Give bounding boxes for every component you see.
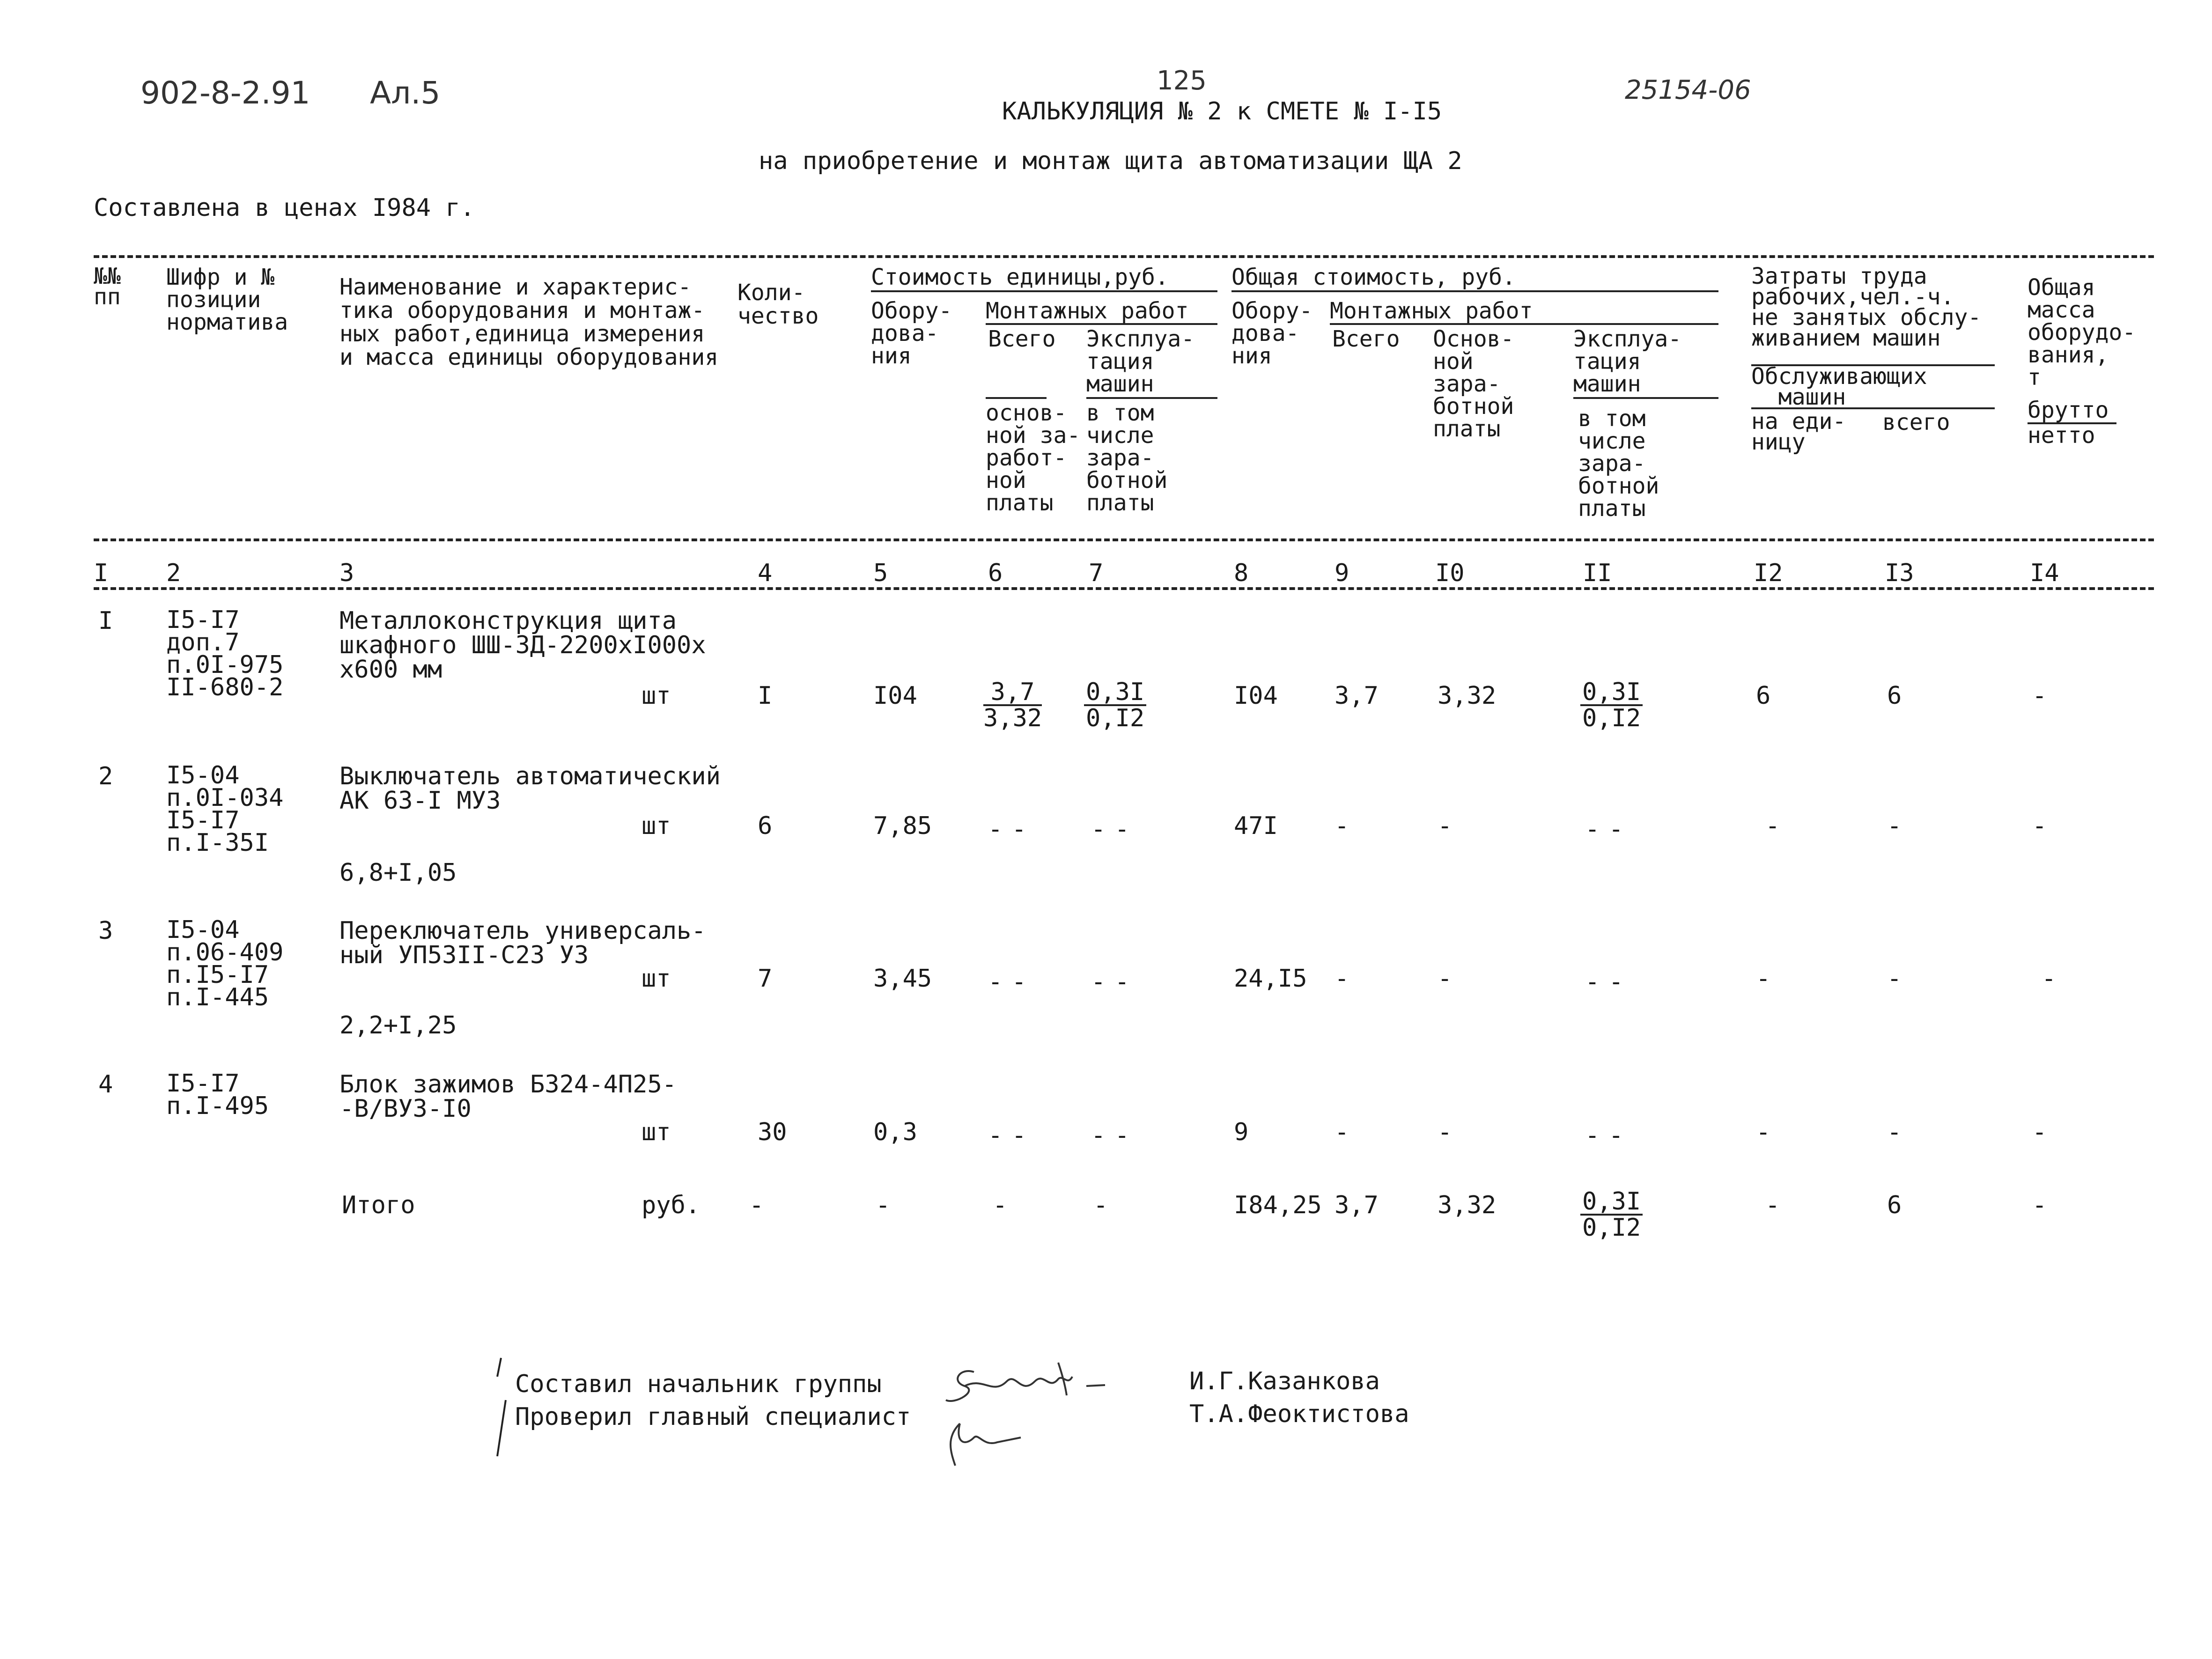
col-number: II <box>1583 559 1612 587</box>
row-1-number: I <box>98 607 113 635</box>
total-cost-underline <box>1231 290 1718 292</box>
col-number: 7 <box>1089 559 1104 587</box>
row-1-total-expl-total: 0,3I <box>1580 680 1643 706</box>
total-expl-total: 0,3I <box>1580 1189 1643 1216</box>
row-2-description: Выключатель автоматический АК 63-I МУЗ <box>339 762 721 815</box>
total-exploitation-underline <box>1573 397 1718 399</box>
compiled-by-name: И.Г.Казанкова <box>1189 1367 1380 1395</box>
header-unit-total: Всего <box>988 326 1056 352</box>
row-2-total-exploitation-empty: - - <box>1585 815 1621 843</box>
row-4-total-equipment: 9 <box>1234 1118 1249 1146</box>
unit-cost-underline <box>871 290 1217 292</box>
total-mass: - <box>2032 1191 2047 1219</box>
row-3-unit-exploitation-empty: - - <box>1091 968 1127 996</box>
col-number: 8 <box>1234 559 1249 587</box>
compiled-by-role: Составил начальник группы <box>515 1370 882 1398</box>
col-number: 6 <box>988 559 1003 587</box>
unit-exploitation-underline <box>1086 397 1217 399</box>
header-total-exploitation: Эксплуа- тация машин <box>1573 326 1682 397</box>
total-label: Итого <box>342 1191 415 1219</box>
row-3-number: 3 <box>98 917 113 945</box>
row-3-description: Переключатель универсаль- ный УП53II-С23 УЗ <box>339 917 706 969</box>
total-unit: руб. <box>641 1191 700 1219</box>
col-number: 5 <box>873 559 888 587</box>
row-1-quantity: I <box>758 682 773 710</box>
row-2-unit: шт <box>641 812 671 840</box>
row-4-labor-per-unit: - <box>1756 1118 1771 1146</box>
header-total-base-salary: Основ- ной зара- ботной платы <box>1433 326 1514 442</box>
document-subtitle: на приобретение и монтаж щита автоматизации ЩА 2 <box>759 147 1462 175</box>
row-1-total-expl-salary: 0,I2 <box>1582 704 1641 732</box>
total-labor-total: 6 <box>1887 1191 1902 1219</box>
row-4-norm-code: I5-I7 п.I-495 <box>166 1069 269 1120</box>
row-1-norm-code: I5-I7 доп.7 п.0I-975 II-680-2 <box>166 606 284 701</box>
row-2-mass: - <box>2032 812 2047 840</box>
row-4-labor-total: - <box>1887 1118 1902 1146</box>
album-number: Ал.5 <box>370 75 441 111</box>
col-number: 2 <box>166 559 181 587</box>
row-1-unit-mount-total: 3,7 <box>983 680 1042 706</box>
row-2-quantity: 6 <box>758 812 773 840</box>
row-1-mass: - <box>2032 682 2047 710</box>
row-2-unit-exploitation-empty: - - <box>1091 815 1127 843</box>
header-total-equipment: Обору- дова- ния <box>1231 298 1313 369</box>
row-1-unit: шт <box>641 682 671 710</box>
total-labor-per-unit: - <box>1765 1191 1780 1219</box>
total-expl-salary: 0,I2 <box>1582 1214 1641 1242</box>
header-labor-per-unit: на еди- ницу <box>1751 408 1846 455</box>
document-code: 902-8-2.91 <box>140 75 310 111</box>
checked-by-name: Т.А.Феоктистова <box>1189 1400 1409 1428</box>
header-mass: Общая масса оборудо- вания, т <box>2028 274 2136 391</box>
row-3-unit: шт <box>641 965 671 993</box>
row-2-unit-mass: 6,8+I,05 <box>339 859 457 887</box>
unit-total-underline <box>986 397 1047 399</box>
row-2-norm-code: I5-04 п.0I-034 I5-I7 п.I-35I <box>166 761 284 857</box>
row-4-total-mounting: - <box>1335 1118 1349 1146</box>
row-3-total-exploitation-empty: - - <box>1585 968 1621 996</box>
row-3-total-equipment: 24,I5 <box>1234 965 1307 993</box>
header-unit-equipment: Обору- дова- ния <box>871 298 952 369</box>
row-3-labor-per-unit: - <box>1756 965 1771 993</box>
total-equipment: I84,25 <box>1234 1191 1322 1219</box>
row-1-labor-total: 6 <box>1887 682 1902 710</box>
row-4-unit-exploitation-empty: - - <box>1091 1121 1127 1150</box>
row-3-quantity: 7 <box>758 965 773 993</box>
header-bottom-rule <box>94 538 2154 541</box>
row-1-total-exploitation-fraction <box>1580 680 1643 730</box>
total-mounting: 3,7 <box>1335 1191 1379 1219</box>
col-numbers-rule <box>94 587 2154 590</box>
row-2-number: 2 <box>98 762 113 790</box>
header-total-cost: Общая стоимость, руб. <box>1231 264 1516 290</box>
header-top-rule <box>94 255 2154 258</box>
page-number: 125 <box>1157 66 1207 96</box>
header-quantity: Коли- чество <box>737 280 819 329</box>
header-total-mounting: Монтажных работ <box>1330 298 1533 324</box>
row-1-unit-expl-total: 0,3I <box>1084 680 1146 706</box>
header-row-number: №№ пп <box>94 263 121 310</box>
header-description: Наименование и характерис- тика оборудования и монтаж- ных работ,единица измерения и масса единицы оборудования <box>339 274 719 370</box>
header-mass-net: нетто <box>2028 422 2095 449</box>
total-exploitation-fraction <box>1580 1189 1643 1240</box>
row-1-total-equipment: I04 <box>1234 682 1278 710</box>
margin-tick-marks <box>487 1353 524 1466</box>
row-2-labor-per-unit: - <box>1765 812 1780 840</box>
row-1-unit-equipment: I04 <box>873 682 917 710</box>
row-4-quantity: 30 <box>758 1118 787 1146</box>
row-1-total-base-salary: 3,32 <box>1438 682 1497 710</box>
row-3-unit-mass: 2,2+I,25 <box>339 1011 457 1040</box>
header-labor: Затраты труда рабочих,чел.-ч. не занятых обслу- живанием машин <box>1751 263 1982 351</box>
row-4-unit: шт <box>641 1118 671 1146</box>
row-3-total-base-salary: - <box>1438 965 1453 993</box>
archive-stamp: 25154-06 <box>1625 75 1751 105</box>
row-1-description: Металлоконструкция щита шкафного ШШ-3Д-2200хI000х х600 мм <box>339 607 706 684</box>
header-mass-gross: брутто <box>2028 397 2109 423</box>
col-number: I4 <box>2030 559 2059 587</box>
row-2-total-equipment: 47I <box>1234 812 1278 840</box>
total-quantity: - <box>749 1191 764 1219</box>
row-3-norm-code: I5-04 п.06-409 п.I5-I7 п.I-445 <box>166 916 284 1011</box>
col-number: I2 <box>1754 559 1783 587</box>
header-unit-mounting: Монтажных работ <box>986 298 1189 324</box>
row-1-unit-mount-base: 3,32 <box>983 704 1042 732</box>
row-4-total-base-salary: - <box>1438 1118 1453 1146</box>
row-4-unit-equipment: 0,3 <box>873 1118 917 1146</box>
header-labor-total: всего <box>1882 409 1950 435</box>
header-unit-incl-salary: в том числе зара- ботной платы <box>1086 400 1168 516</box>
row-4-mass: - <box>2032 1118 2047 1146</box>
row-1-labor-per-unit: 6 <box>1756 682 1771 710</box>
row-2-labor-total: - <box>1887 812 1902 840</box>
row-1-total-mounting: 3,7 <box>1335 682 1379 710</box>
row-2-total-base-salary: - <box>1438 812 1453 840</box>
header-unit-cost: Стоимость единицы,руб. <box>871 264 1169 290</box>
row-3-unit-mounting-empty: - - <box>988 968 1024 996</box>
row-2-unit-mounting-empty: - - <box>988 815 1024 843</box>
row-3-unit-equipment: 3,45 <box>873 965 932 993</box>
row-2-unit-equipment: 7,85 <box>873 812 932 840</box>
row-3-total-mounting: - <box>1335 965 1349 993</box>
col-number: I3 <box>1885 559 1914 587</box>
total-unit-equipment: - <box>876 1191 891 1219</box>
header-norm-code: Шифр и № позиции норматива <box>166 264 288 335</box>
row-2-total-mounting: - <box>1335 812 1349 840</box>
row-4-unit-mounting-empty: - - <box>988 1121 1024 1150</box>
total-unit-exploitation: - <box>1093 1191 1108 1219</box>
row-1-unit-mounting-fraction <box>983 680 1042 730</box>
row-3-mass: - <box>2042 965 2057 993</box>
header-labor-service: Обслуживающих машин <box>1751 363 1927 410</box>
row-4-total-exploitation-empty: - - <box>1585 1121 1621 1150</box>
document-title: КАЛЬКУЛЯЦИЯ № 2 к СМЕТЕ № I-I5 <box>1002 97 1442 125</box>
total-unit-mounting: - <box>993 1191 1008 1219</box>
col-number: 3 <box>339 559 354 587</box>
row-3-labor-total: - <box>1887 965 1902 993</box>
col-number: 4 <box>758 559 773 587</box>
total-base-salary: 3,32 <box>1438 1191 1497 1219</box>
handwritten-signatures <box>918 1353 1143 1475</box>
col-number: I0 <box>1435 559 1465 587</box>
row-1-unit-exploitation-fraction <box>1084 680 1146 730</box>
row-4-number: 4 <box>98 1070 113 1099</box>
header-total-total: Всего <box>1332 326 1400 352</box>
col-number: I <box>94 559 109 587</box>
col-number: 9 <box>1335 559 1349 587</box>
unit-mounting-underline <box>986 323 1217 325</box>
header-unit-exploitation: Эксплуа- тация машин <box>1086 326 1195 397</box>
checked-by-role: Проверил главный специалист <box>515 1403 911 1431</box>
total-mounting-underline <box>1330 323 1718 325</box>
header-total-incl-salary: в том числе зара- ботной платы <box>1578 406 1659 522</box>
header-unit-base-salary: основ- ной за- работ- ной платы <box>986 400 1081 516</box>
prices-note: Составлена в ценах I984 г. <box>94 194 475 222</box>
row-4-description: Блок зажимов Б324-4П25- -В/ВУЗ-I0 <box>339 1070 677 1123</box>
row-1-unit-expl-salary: 0,I2 <box>1086 704 1145 732</box>
